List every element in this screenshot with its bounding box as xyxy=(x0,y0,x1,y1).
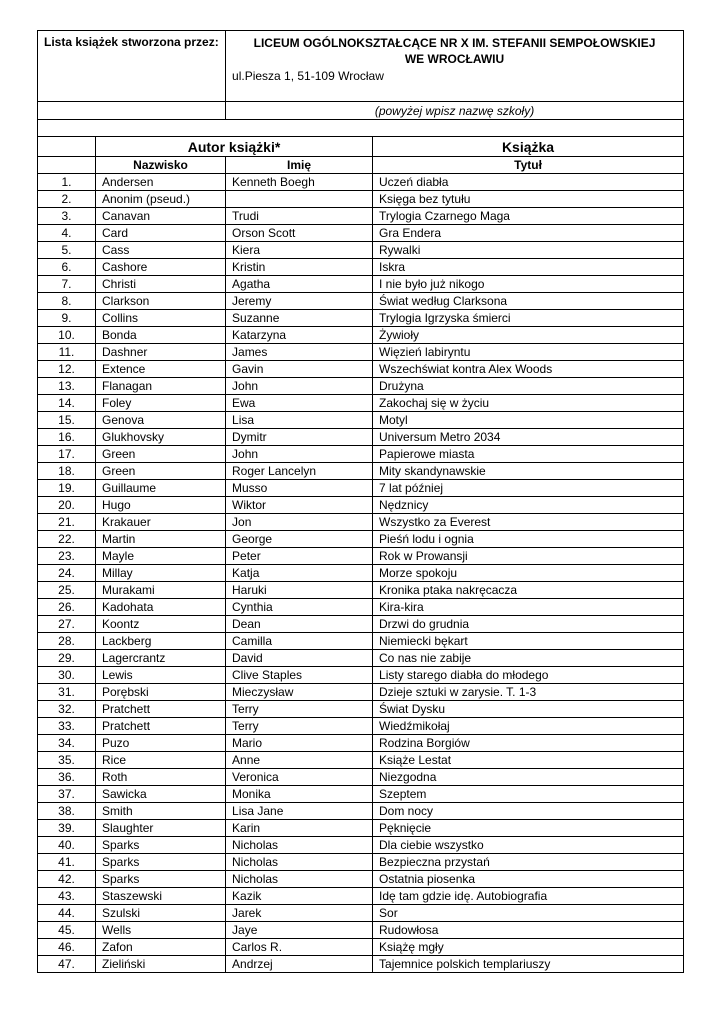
author-surname: Genova xyxy=(96,412,226,429)
school-name xyxy=(232,35,677,67)
table-row xyxy=(38,871,684,888)
author-firstname: Kiera xyxy=(226,242,373,259)
author-firstname: Lisa Jane xyxy=(226,803,373,820)
book-title: Więzień labiryntu xyxy=(373,344,684,361)
row-number: 43. xyxy=(38,888,96,905)
author-surname: Christi xyxy=(96,276,226,293)
author-firstname: Carlos R. xyxy=(226,939,373,956)
book-title: Wszystko za Everest xyxy=(373,514,684,531)
book-title: Rok w Prowansji xyxy=(373,548,684,565)
author-surname: Green xyxy=(96,463,226,480)
book-title: Drzwi do grudnia xyxy=(373,616,684,633)
book-title: Dla ciebie wszystko xyxy=(373,837,684,854)
author-surname: Hugo xyxy=(96,497,226,514)
book-title: Księga bez tytułu xyxy=(373,191,684,208)
table-row xyxy=(38,718,684,735)
row-number: 21. xyxy=(38,514,96,531)
row-number: 10. xyxy=(38,327,96,344)
row-number: 4. xyxy=(38,225,96,242)
author-firstname: Jeremy xyxy=(226,293,373,310)
row-number: 45. xyxy=(38,922,96,939)
school-cell xyxy=(226,31,684,102)
author-firstname xyxy=(226,191,373,208)
author-surname: Pratchett xyxy=(96,701,226,718)
book-title: Iskra xyxy=(373,259,684,276)
author-surname: Pratchett xyxy=(96,718,226,735)
table-row xyxy=(38,684,684,701)
author-surname: Foley xyxy=(96,395,226,412)
book-title: Bezpieczna przystań xyxy=(373,854,684,871)
table-row xyxy=(38,327,684,344)
table-row xyxy=(38,939,684,956)
table-row xyxy=(38,905,684,922)
author-surname: Bonda xyxy=(96,327,226,344)
table-row xyxy=(38,446,684,463)
book-title: Niemiecki bękart xyxy=(373,633,684,650)
group-author-header: Autor książki* xyxy=(96,137,373,157)
table-row xyxy=(38,174,684,191)
author-surname: Mayle xyxy=(96,548,226,565)
author-firstname: Jaye xyxy=(226,922,373,939)
author-firstname: David xyxy=(226,650,373,667)
row-number: 17. xyxy=(38,446,96,463)
author-surname: Martin xyxy=(96,531,226,548)
author-firstname: Kazik xyxy=(226,888,373,905)
author-firstname: Andrzej xyxy=(226,956,373,973)
school-name-line1: LICEUM OGÓLNOKSZTAŁCĄCE NR X IM. STEFANII SEMPOŁOWSKIEJ xyxy=(253,36,656,50)
book-title: Ostatnia piosenka xyxy=(373,871,684,888)
table-row xyxy=(38,701,684,718)
author-surname: Zafon xyxy=(96,939,226,956)
author-firstname: George xyxy=(226,531,373,548)
book-title: Drużyna xyxy=(373,378,684,395)
book-title: Świat według Clarksona xyxy=(373,293,684,310)
row-number: 20. xyxy=(38,497,96,514)
row-number: 15. xyxy=(38,412,96,429)
table-row xyxy=(38,956,684,973)
author-surname: Andersen xyxy=(96,174,226,191)
book-title: Książe Lestat xyxy=(373,752,684,769)
book-title: Idę tam gdzie idę. Autobiografia xyxy=(373,888,684,905)
book-title: Rudowłosa xyxy=(373,922,684,939)
table-row xyxy=(38,208,684,225)
author-surname: Staszewski xyxy=(96,888,226,905)
header-row xyxy=(38,31,684,102)
row-number: 38. xyxy=(38,803,96,820)
author-surname: Green xyxy=(96,446,226,463)
row-number: 27. xyxy=(38,616,96,633)
author-firstname: Anne xyxy=(226,752,373,769)
group-header-row xyxy=(38,137,684,157)
row-number: 46. xyxy=(38,939,96,956)
group-empty-cell xyxy=(38,137,96,157)
author-surname: Anonim (pseud.) xyxy=(96,191,226,208)
table-row xyxy=(38,497,684,514)
author-firstname: Musso xyxy=(226,480,373,497)
book-title: Mity skandynawskie xyxy=(373,463,684,480)
row-number: 25. xyxy=(38,582,96,599)
author-surname: Cashore xyxy=(96,259,226,276)
table-row xyxy=(38,259,684,276)
row-number: 2. xyxy=(38,191,96,208)
book-title: Listy starego diabła do młodego xyxy=(373,667,684,684)
row-number: 23. xyxy=(38,548,96,565)
author-surname: Rice xyxy=(96,752,226,769)
author-firstname: Peter xyxy=(226,548,373,565)
table-row xyxy=(38,888,684,905)
book-title: Co nas nie zabije xyxy=(373,650,684,667)
list-created-by-label: Lista książek stworzona przez: xyxy=(44,35,219,49)
row-number: 47. xyxy=(38,956,96,973)
book-list-table xyxy=(37,30,684,973)
author-firstname: Orson Scott xyxy=(226,225,373,242)
table-row xyxy=(38,752,684,769)
row-number: 44. xyxy=(38,905,96,922)
author-surname: Kadohata xyxy=(96,599,226,616)
author-surname: Extence xyxy=(96,361,226,378)
table-row xyxy=(38,582,684,599)
row-number: 37. xyxy=(38,786,96,803)
author-surname: Lackberg xyxy=(96,633,226,650)
author-firstname: Mieczysław xyxy=(226,684,373,701)
col-number-header xyxy=(38,157,96,174)
book-title: Pieśń lodu i ognia xyxy=(373,531,684,548)
book-title: Szeptem xyxy=(373,786,684,803)
table-row xyxy=(38,514,684,531)
row-number: 16. xyxy=(38,429,96,446)
book-title: Rodzina Borgiów xyxy=(373,735,684,752)
book-title: Uczeń diabła xyxy=(373,174,684,191)
table-row xyxy=(38,293,684,310)
author-firstname: Cynthia xyxy=(226,599,373,616)
table-row xyxy=(38,344,684,361)
author-surname: Guillaume xyxy=(96,480,226,497)
book-title: Universum Metro 2034 xyxy=(373,429,684,446)
author-firstname: Veronica xyxy=(226,769,373,786)
author-firstname: John xyxy=(226,446,373,463)
book-title: Kira-kira xyxy=(373,599,684,616)
author-firstname: Katarzyna xyxy=(226,327,373,344)
author-surname: Krakauer xyxy=(96,514,226,531)
author-surname: Card xyxy=(96,225,226,242)
author-surname: Collins xyxy=(96,310,226,327)
author-surname: Dashner xyxy=(96,344,226,361)
author-firstname: Dymitr xyxy=(226,429,373,446)
list-created-by-cell xyxy=(38,31,226,102)
author-firstname: John xyxy=(226,378,373,395)
author-firstname: Jon xyxy=(226,514,373,531)
col-firstname-header: Imię xyxy=(226,157,373,174)
book-title: Kronika ptaka nakręcacza xyxy=(373,582,684,599)
author-firstname: Jarek xyxy=(226,905,373,922)
table-row xyxy=(38,854,684,871)
table-row xyxy=(38,837,684,854)
author-surname: Glukhovsky xyxy=(96,429,226,446)
row-number: 32. xyxy=(38,701,96,718)
book-title: Pęknięcie xyxy=(373,820,684,837)
row-number: 6. xyxy=(38,259,96,276)
group-book-header: Książka xyxy=(373,137,684,157)
table-row xyxy=(38,191,684,208)
author-surname: Clarkson xyxy=(96,293,226,310)
col-surname-header: Nazwisko xyxy=(96,157,226,174)
table-row xyxy=(38,225,684,242)
author-firstname: Agatha xyxy=(226,276,373,293)
book-title: Papierowe miasta xyxy=(373,446,684,463)
table-row xyxy=(38,242,684,259)
author-firstname: Suzanne xyxy=(226,310,373,327)
table-row xyxy=(38,565,684,582)
author-firstname: Clive Staples xyxy=(226,667,373,684)
author-surname: Millay xyxy=(96,565,226,582)
school-address: ul.Piesza 1, 51-109 Wrocław xyxy=(232,69,384,83)
table-row xyxy=(38,531,684,548)
book-title: Motyl xyxy=(373,412,684,429)
author-surname: Sawicka xyxy=(96,786,226,803)
row-number: 11. xyxy=(38,344,96,361)
table-row xyxy=(38,276,684,293)
author-surname: Sparks xyxy=(96,837,226,854)
author-surname: Flanagan xyxy=(96,378,226,395)
author-surname: Koontz xyxy=(96,616,226,633)
book-title: Tajemnice polskich templariuszy xyxy=(373,956,684,973)
row-number: 19. xyxy=(38,480,96,497)
author-surname: Zieliński xyxy=(96,956,226,973)
row-number: 35. xyxy=(38,752,96,769)
author-surname: Lewis xyxy=(96,667,226,684)
author-firstname: Terry xyxy=(226,718,373,735)
row-number: 26. xyxy=(38,599,96,616)
row-number: 36. xyxy=(38,769,96,786)
book-title: Trylogia Czarnego Maga xyxy=(373,208,684,225)
table-row xyxy=(38,310,684,327)
book-title: Dzieje sztuki w zarysie. T. 1-3 xyxy=(373,684,684,701)
author-surname: Porębski xyxy=(96,684,226,701)
book-title: Gra Endera xyxy=(373,225,684,242)
row-number: 33. xyxy=(38,718,96,735)
row-number: 31. xyxy=(38,684,96,701)
row-number: 29. xyxy=(38,650,96,667)
row-number: 12. xyxy=(38,361,96,378)
row-number: 28. xyxy=(38,633,96,650)
author-firstname: James xyxy=(226,344,373,361)
author-surname: Sparks xyxy=(96,854,226,871)
row-number: 9. xyxy=(38,310,96,327)
row-number: 1. xyxy=(38,174,96,191)
book-title: Nędznicy xyxy=(373,497,684,514)
author-firstname: Monika xyxy=(226,786,373,803)
table-row xyxy=(38,395,684,412)
author-surname: Sparks xyxy=(96,871,226,888)
author-firstname: Kenneth Boegh xyxy=(226,174,373,191)
table-row xyxy=(38,480,684,497)
author-surname: Murakami xyxy=(96,582,226,599)
table-row xyxy=(38,463,684,480)
row-number: 30. xyxy=(38,667,96,684)
author-firstname: Karin xyxy=(226,820,373,837)
author-firstname: Trudi xyxy=(226,208,373,225)
author-firstname: Dean xyxy=(226,616,373,633)
row-number: 39. xyxy=(38,820,96,837)
row-number: 13. xyxy=(38,378,96,395)
table-row xyxy=(38,361,684,378)
book-title: Wiedźmikołaj xyxy=(373,718,684,735)
author-firstname: Nicholas xyxy=(226,854,373,871)
table-row xyxy=(38,786,684,803)
table-row xyxy=(38,922,684,939)
table-row xyxy=(38,599,684,616)
book-title: Zakochaj się w życiu xyxy=(373,395,684,412)
book-title: Trylogia Igrzyska śmierci xyxy=(373,310,684,327)
hint-row xyxy=(38,102,684,120)
author-firstname: Ewa xyxy=(226,395,373,412)
table-row xyxy=(38,548,684,565)
table-row xyxy=(38,820,684,837)
school-name-line2: WE WROCŁAWIU xyxy=(404,52,505,66)
author-surname: Puzo xyxy=(96,735,226,752)
author-surname: Slaughter xyxy=(96,820,226,837)
author-firstname: Roger Lancelyn xyxy=(226,463,373,480)
book-title: Morze spokoju xyxy=(373,565,684,582)
author-surname: Cass xyxy=(96,242,226,259)
table-row xyxy=(38,378,684,395)
row-number: 24. xyxy=(38,565,96,582)
column-header-row xyxy=(38,157,684,174)
row-number: 42. xyxy=(38,871,96,888)
book-title: Niezgodna xyxy=(373,769,684,786)
author-surname: Canavan xyxy=(96,208,226,225)
row-number: 8. xyxy=(38,293,96,310)
author-surname: Szulski xyxy=(96,905,226,922)
author-surname: Wells xyxy=(96,922,226,939)
author-surname: Roth xyxy=(96,769,226,786)
row-number: 22. xyxy=(38,531,96,548)
author-firstname: Haruki xyxy=(226,582,373,599)
row-number: 3. xyxy=(38,208,96,225)
row-number: 7. xyxy=(38,276,96,293)
book-title: Żywioły xyxy=(373,327,684,344)
table-row xyxy=(38,667,684,684)
spacer-row xyxy=(38,120,684,137)
author-firstname: Lisa xyxy=(226,412,373,429)
table-row xyxy=(38,803,684,820)
author-firstname: Wiktor xyxy=(226,497,373,514)
author-firstname: Gavin xyxy=(226,361,373,378)
row-number: 14. xyxy=(38,395,96,412)
book-title: 7 lat później xyxy=(373,480,684,497)
author-surname: Smith xyxy=(96,803,226,820)
author-firstname: Terry xyxy=(226,701,373,718)
author-firstname: Mario xyxy=(226,735,373,752)
book-title: Rywalki xyxy=(373,242,684,259)
book-title: Świat Dysku xyxy=(373,701,684,718)
book-title: Sor xyxy=(373,905,684,922)
table-row xyxy=(38,650,684,667)
table-row xyxy=(38,633,684,650)
author-firstname: Camilla xyxy=(226,633,373,650)
row-number: 18. xyxy=(38,463,96,480)
author-surname: Lagercrantz xyxy=(96,650,226,667)
book-title: Dom nocy xyxy=(373,803,684,820)
author-firstname: Nicholas xyxy=(226,837,373,854)
spacer-cell xyxy=(38,120,684,137)
row-number: 34. xyxy=(38,735,96,752)
author-firstname: Nicholas xyxy=(226,871,373,888)
row-number: 5. xyxy=(38,242,96,259)
school-name-hint: (powyżej wpisz nazwę szkoły) xyxy=(226,102,684,120)
table-row xyxy=(38,412,684,429)
row-number: 41. xyxy=(38,854,96,871)
row-number: 40. xyxy=(38,837,96,854)
table-row xyxy=(38,429,684,446)
book-title: Książę mgły xyxy=(373,939,684,956)
author-firstname: Katja xyxy=(226,565,373,582)
book-title: I nie było już nikogo xyxy=(373,276,684,293)
table-row xyxy=(38,616,684,633)
table-row xyxy=(38,769,684,786)
hint-empty-cell xyxy=(38,102,226,120)
book-list-sheet xyxy=(37,30,683,973)
col-title-header: Tytuł xyxy=(373,157,684,174)
table-row xyxy=(38,735,684,752)
book-title: Wszechświat kontra Alex Woods xyxy=(373,361,684,378)
author-firstname: Kristin xyxy=(226,259,373,276)
